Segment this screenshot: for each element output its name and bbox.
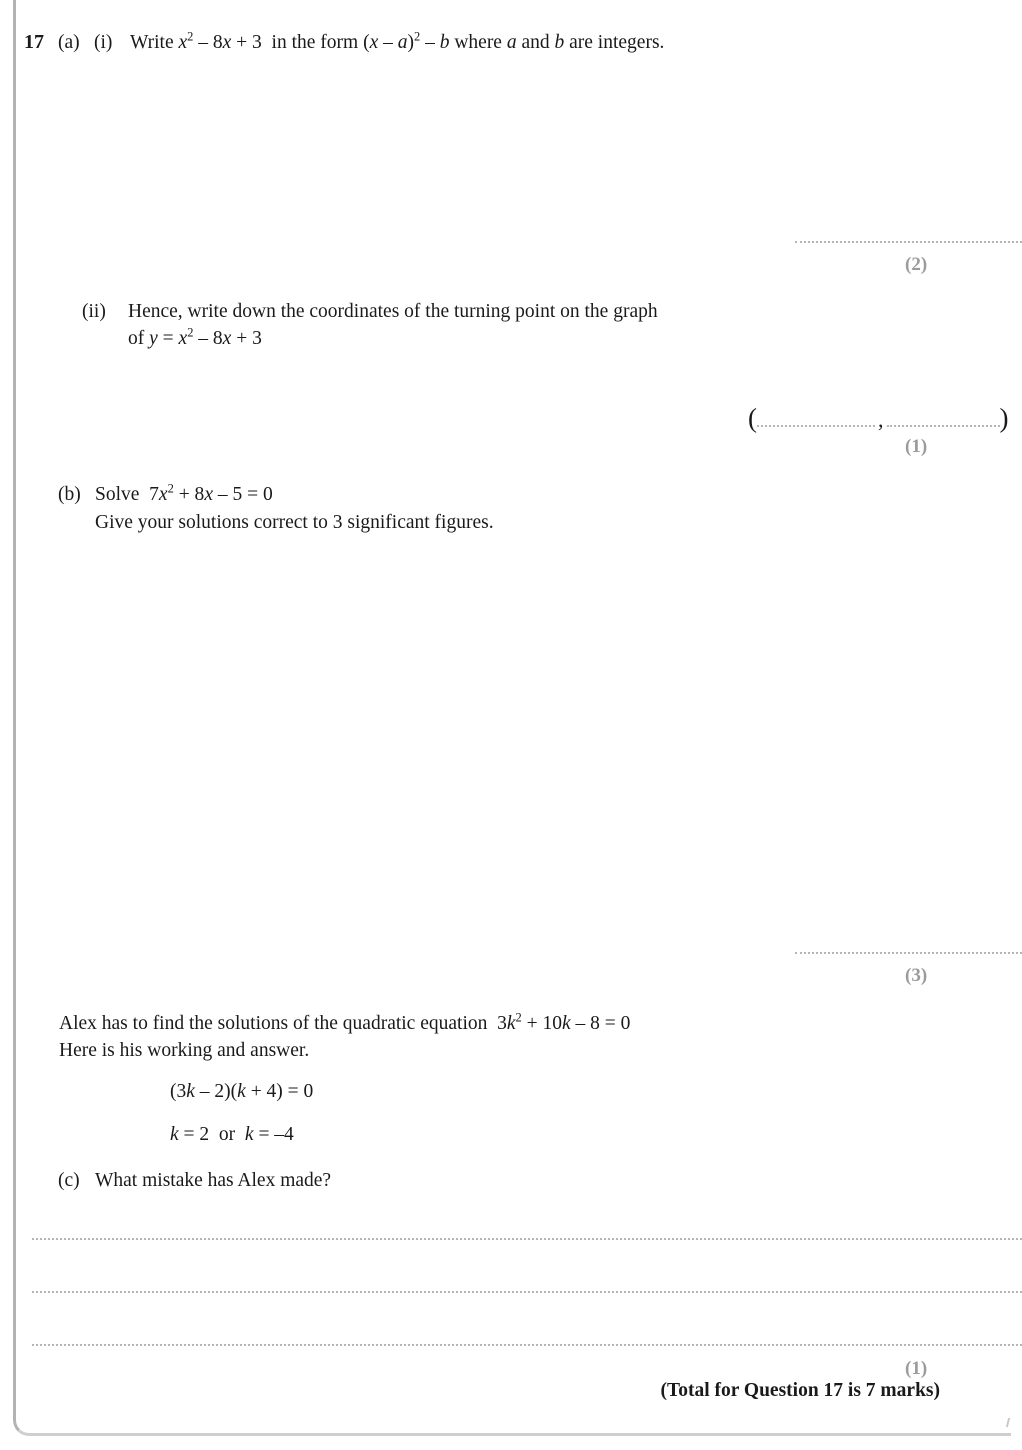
alex-working-line-2: k = 2 or k = –4 (170, 1124, 294, 1145)
part-a-i-label: (i) (94, 32, 113, 53)
part-a-i-expr1-rest: – 8x + 3 (193, 32, 262, 53)
part-c-label: (c) (58, 1170, 80, 1191)
part-a-i-text-mid: in the form (261, 32, 364, 53)
alex-statement-line-1: Alex has to find the solutions of the quadratic equation $3k^2 + 10k - 8 = 0$ (59, 1010, 631, 1034)
question-total: (Total for Question 17 is 7 marks) (660, 1380, 940, 1401)
answer-line-c-1[interactable] (32, 1238, 1022, 1240)
coordinate-close-paren: ) (999, 403, 1009, 433)
part-a-i-expr2-rest: – b (420, 32, 450, 53)
part-a-ii-line-2: of $y = x^2 - 8x + 3$ (128, 325, 262, 349)
coordinate-y-dots[interactable] (887, 413, 1000, 427)
part-a-label: (a) (58, 32, 80, 53)
part-b-line-2: Give your solutions correct to 3 significant figures. (95, 512, 494, 533)
part-a-i-expr2: (x – a) (363, 32, 414, 53)
part-a-ii-line-1: Hence, write down the coordinates of the turning point on the graph (128, 301, 658, 322)
part-b-line-1: Solve $7x^2 + 8x - 5 = 0$ (95, 481, 273, 505)
page-corner-tick (1001, 1418, 1010, 1427)
answer-slot-coordinates[interactable] (748, 405, 1009, 433)
answer-line-a-i[interactable] (795, 241, 1022, 243)
part-a-i-exponent-1: 2 (187, 29, 194, 44)
marks-b: (3) (905, 965, 928, 986)
part-a-i-exponent-2: 2 (413, 29, 421, 44)
part-b-label: (b) (58, 484, 81, 505)
alex-statement-line-2: Here is his working and answer. (59, 1040, 310, 1061)
answer-line-c-3[interactable] (32, 1344, 1022, 1346)
part-a-i-text-after: where a and b are integers. (449, 32, 665, 53)
marks-a-ii: (1) (905, 436, 928, 457)
coordinate-x-dots[interactable] (757, 413, 875, 427)
coordinate-comma: , (878, 407, 884, 432)
question-number: 17 (24, 31, 44, 53)
part-a-i-text (130, 30, 664, 56)
marks-a-i: (2) (905, 254, 928, 275)
part-a-i-var-x: x (178, 32, 188, 53)
page-frame (13, 0, 1011, 1436)
answer-line-c-2[interactable] (32, 1291, 1022, 1293)
part-c-text: What mistake has Alex made? (95, 1170, 332, 1191)
coordinate-open-paren: ( (748, 403, 757, 433)
marks-c: (1) (905, 1358, 928, 1379)
part-a-i-text-before: Write (130, 32, 179, 53)
alex-working-line-1: (3k – 2)(k + 4) = 0 (170, 1081, 314, 1102)
part-a-ii-label: (ii) (82, 301, 106, 322)
answer-line-b[interactable] (795, 952, 1022, 954)
